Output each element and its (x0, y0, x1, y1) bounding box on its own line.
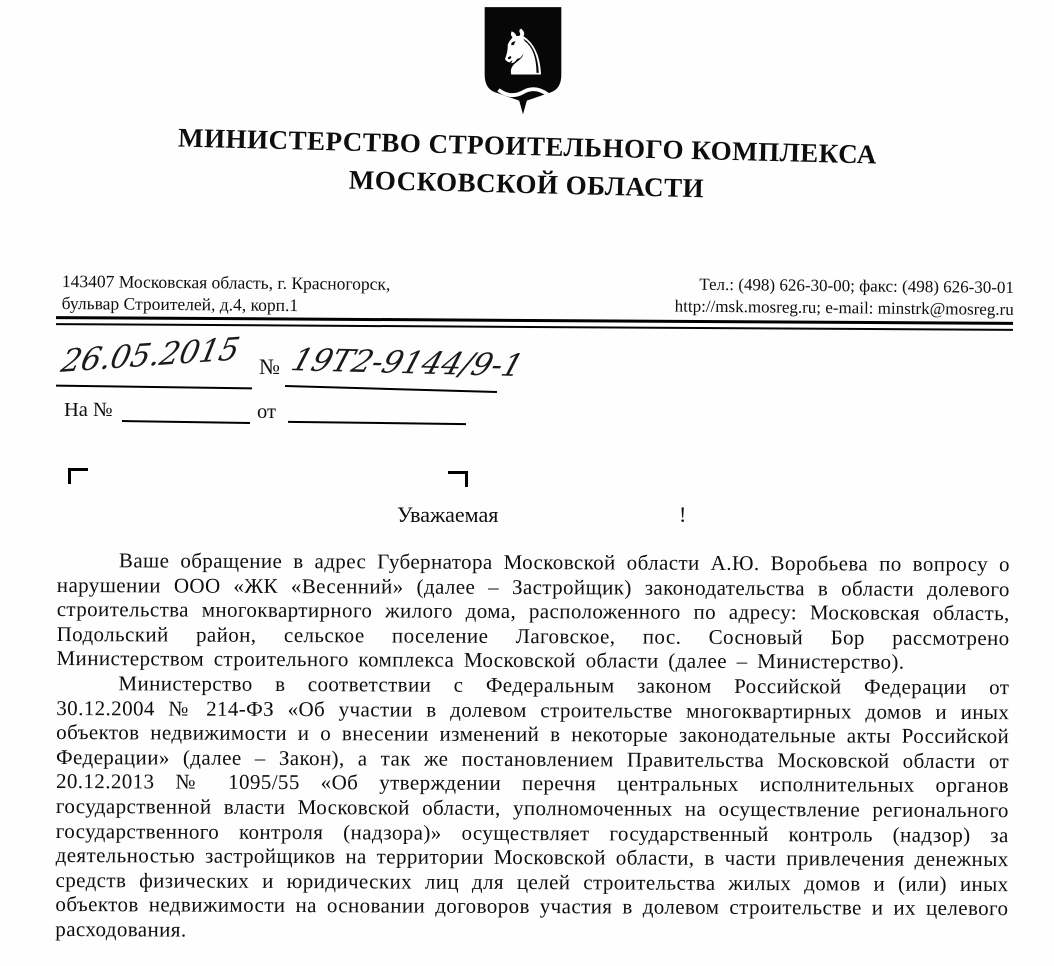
web-email-line: http://msk.mosreg.ru; e-mail: minstrk@mosreg.ru (674, 295, 1014, 319)
organization-name-line1: МИНИСТЕРСТВО СТРОИТЕЛЬНОГО КОМПЛЕКСА (177, 122, 878, 170)
contact-block (674, 273, 1014, 320)
address-corner-right-mark (448, 471, 468, 487)
reply-number-underline (122, 420, 250, 424)
number-sign-label: № (259, 354, 280, 379)
salutation-line (0, 502, 1054, 532)
number-underline (285, 385, 497, 393)
handwritten-outgoing-number: 19Т2-9144/9-1 (287, 342, 528, 385)
date-underline (56, 385, 252, 390)
salutation-exclamation: ! (679, 502, 687, 527)
st-george-horseman-icon: ♞ (494, 16, 552, 90)
salutation-greeting: Уважаемая (397, 502, 499, 527)
body-paragraph-1: Ваше обращение в адрес Губернатора Московской области А.Ю. Воробьева по вопросу о нарушении ООО «ЖК «Весенний» (далее – Застройщик) законодательства в области долевого строительства многоквартирного жилого дома, расположенного по адресу: Московская область, Подольский район, сельское поселение Лаговское, пос. Сосновый Бор рассмотрено Министерством строительного комплекса Московской области (далее – Министерство). (56, 548, 1010, 675)
organization-name (0, 114, 1054, 216)
handwritten-date: 26.05.2015 (58, 330, 243, 380)
postal-address-block (62, 271, 391, 317)
reply-from-underline (288, 421, 466, 425)
outgoing-reference-row (56, 330, 576, 398)
body-paragraph-2: Министерство в соответствии с Федеральным законом Российской Федерации от 30.12.2004 № 214-ФЗ «Об участии в долевом строительстве многоквартирных домов и иных объектов недвижимости и о внесении изменений в некоторые законодательные акты Российской Федерации» (далее – Закон), а так же постановлением Правительства Московской области от 20.12.2013 № 1095/55 «Об утверждении перечня центральных исполнительных органов государственной власти Московской области, уполномоченных на осуществление регионального государственного контроля (надзора)» осуществляет государственный контроль (надзор) за деятельностью застройщиков на территории Московской области, в части привлечения денежных средств физических и юридических лиц для целей строительства жилых домов и (или) иных объектов недвижимости на основании договоров участия в долевом строительстве и их целевого расходования. (55, 671, 1010, 942)
phone-fax-line: Тел.: (498) 626-30-00; факс: (498) 626-30-01 (699, 274, 1014, 297)
letter-body (55, 548, 1010, 946)
address-line1: 143407 Московская область, г. Красногорск, (61, 271, 391, 294)
organization-name-line2: МОСКОВСКОЙ ОБЛАСТИ (348, 164, 705, 204)
reply-from-label: от (257, 401, 276, 423)
incoming-reference-row (64, 399, 484, 431)
address-line2: бульвар Строителей, д.4, корп.1 (61, 292, 299, 315)
moscow-oblast-coat-of-arms-icon (477, 4, 569, 119)
address-corner-left-mark (68, 468, 88, 484)
reply-number-label: На № (64, 399, 113, 421)
